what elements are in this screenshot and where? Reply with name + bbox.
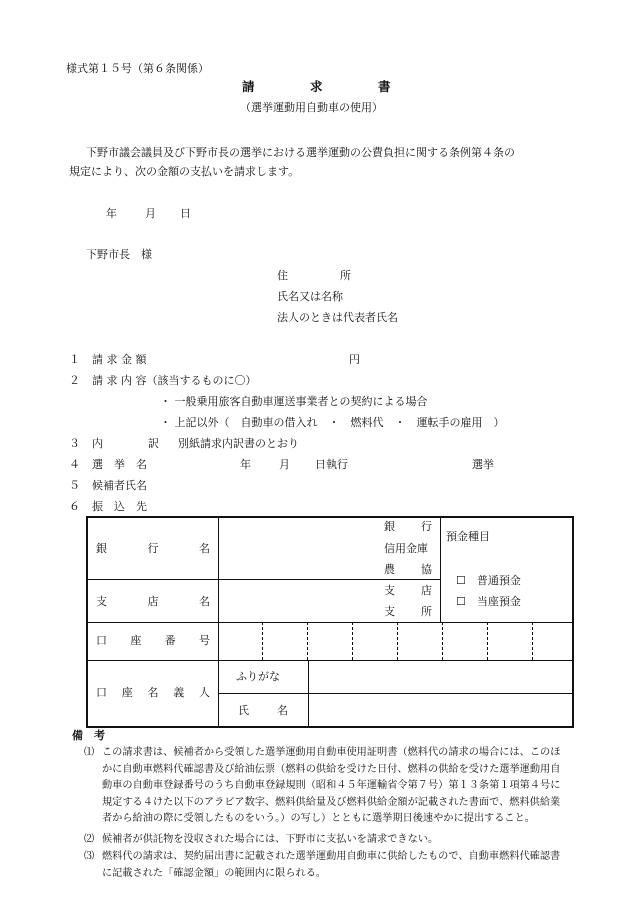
election-day: 日執行 bbox=[315, 458, 348, 471]
note-2 bbox=[84, 832, 570, 849]
table-rule bbox=[440, 518, 441, 622]
breakdown-text: 別紙請求内訳書のとおり bbox=[178, 437, 299, 450]
document-subtitle: （選挙運動用自動車の使用） bbox=[240, 101, 383, 114]
digit-divider bbox=[532, 622, 533, 660]
item-number: ６ bbox=[69, 500, 80, 513]
bank-type-agri-coop: 農 協 bbox=[384, 563, 432, 576]
note-number: ⑶ bbox=[84, 851, 95, 862]
table-rule bbox=[88, 622, 572, 623]
item-number: １ bbox=[69, 353, 80, 366]
form-number: 様式第１５号（第６条関係） bbox=[66, 62, 209, 75]
branch-type-branch: 支 店 bbox=[384, 584, 432, 597]
address-label: 住 bbox=[277, 269, 288, 282]
account-number-label: 口 座 番 号 bbox=[96, 634, 210, 647]
bank-name-field[interactable] bbox=[219, 519, 379, 578]
title-char: 請 bbox=[242, 79, 255, 94]
date-month: 月 bbox=[145, 207, 156, 220]
intro-line-2: 規定により、次の金額の支払いを請求します。 bbox=[69, 165, 300, 178]
date-year: 年 bbox=[106, 207, 117, 220]
date-day: 日 bbox=[180, 207, 191, 220]
bank-name-label: 銀 行 名 bbox=[96, 542, 210, 555]
candidate-label: 候補者氏名 bbox=[92, 479, 147, 492]
title-char: 書 bbox=[378, 79, 391, 94]
name-label: 氏名又は名称 bbox=[277, 290, 343, 303]
title-char: 求 bbox=[310, 79, 323, 94]
note-number: ⑵ bbox=[84, 834, 95, 845]
address-label: 所 bbox=[340, 269, 351, 282]
digit-divider bbox=[352, 622, 353, 660]
breakdown-label: 内 bbox=[92, 437, 103, 450]
note-text: 燃料代の請求は、契約届出書に記載された選挙運動用自動車に供給したもので、自動車燃料代確認書に記載された「確認金額」の範囲内に限られる。 bbox=[102, 851, 561, 879]
holder-name-field[interactable] bbox=[309, 694, 571, 725]
digit-divider bbox=[397, 622, 398, 660]
item-number: ５ bbox=[69, 479, 80, 492]
branch-type-office: 支 所 bbox=[384, 605, 432, 618]
item-number: ３ bbox=[69, 437, 80, 450]
transfer-label: 振 込 先 bbox=[92, 500, 147, 513]
content-option-other[interactable]: ・ 上記以外（ 自動車の借入れ ・ 燃料代 ・ 運転手の雇用 ） bbox=[160, 416, 505, 429]
branch-name-label: 支 店 名 bbox=[96, 595, 210, 608]
intro-line-1: 下野市議会議員及び下野市長の選挙における選挙運動の公費負担に関する条例第４条の bbox=[86, 146, 515, 159]
note-3 bbox=[84, 849, 570, 883]
bank-type-credit-union: 信用金庫 bbox=[384, 542, 428, 555]
furigana-label: ふりがな bbox=[236, 670, 280, 683]
notes-heading: 備 考 bbox=[72, 729, 105, 742]
yen-unit: 円 bbox=[349, 353, 360, 366]
bank-type-bank: 銀 行 bbox=[384, 520, 432, 533]
note-number: ⑴ bbox=[84, 747, 95, 758]
furigana-field[interactable] bbox=[309, 661, 571, 692]
deposit-ordinary-checkbox[interactable]: ☐ 普通預金 bbox=[456, 574, 521, 587]
digit-divider bbox=[262, 622, 263, 660]
digit-divider bbox=[442, 622, 443, 660]
note-text: この請求書は、候補者から受領した選挙運動用自動車使用証明書（燃料代の請求の場合には、このほかに自動車燃料代確認書及び給油伝票（燃料の供給を受けた日付、燃料の供給を受けた選挙運動用自動車の自動車登録番号のうち自動車登録規則（昭和４５年運輸省令第７号）第１３条第１項第４号に規定する４けた以下のアラビア数字、燃料供給量及び燃料供給金額が記載された書面で、燃料供給業者から給油の際に受領したものをいう。）の写し）とともに選挙期日後速やかに提出すること。 bbox=[102, 747, 561, 824]
deposit-current-checkbox[interactable]: ☐ 当座預金 bbox=[456, 595, 521, 608]
bank-transfer-table bbox=[86, 516, 574, 728]
amount-label: 請 求 金 額 bbox=[92, 353, 147, 366]
digit-divider bbox=[487, 622, 488, 660]
deposit-type-title: 預金種目 bbox=[446, 530, 490, 543]
table-rule bbox=[88, 579, 440, 580]
digit-divider bbox=[307, 622, 308, 660]
election-label: 選 挙 名 bbox=[92, 458, 147, 471]
breakdown-label: 訳 bbox=[148, 437, 159, 450]
representative-label: 法人のときは代表者氏名 bbox=[277, 311, 398, 324]
election-month: 月 bbox=[279, 458, 290, 471]
note-text: 候補者が供託物を没収された場合には、下野市に支払いを請求できない。 bbox=[102, 834, 439, 845]
item-number: ２ bbox=[69, 374, 80, 387]
addressee: 下野市長 様 bbox=[86, 248, 152, 261]
holder-name-label: 氏 名 bbox=[238, 704, 288, 717]
note-1 bbox=[84, 745, 570, 845]
item-number: ４ bbox=[69, 458, 80, 471]
content-option-taxi[interactable]: ・ 一般乗用旅客自動車運送事業者との契約による場合 bbox=[160, 395, 428, 408]
election-suffix: 選挙 bbox=[472, 458, 494, 471]
account-holder-label: 口 座 名 義 人 bbox=[96, 686, 210, 699]
election-year: 年 bbox=[240, 458, 251, 471]
content-label: 請 求 内 容（該当するものに〇） bbox=[92, 374, 257, 387]
